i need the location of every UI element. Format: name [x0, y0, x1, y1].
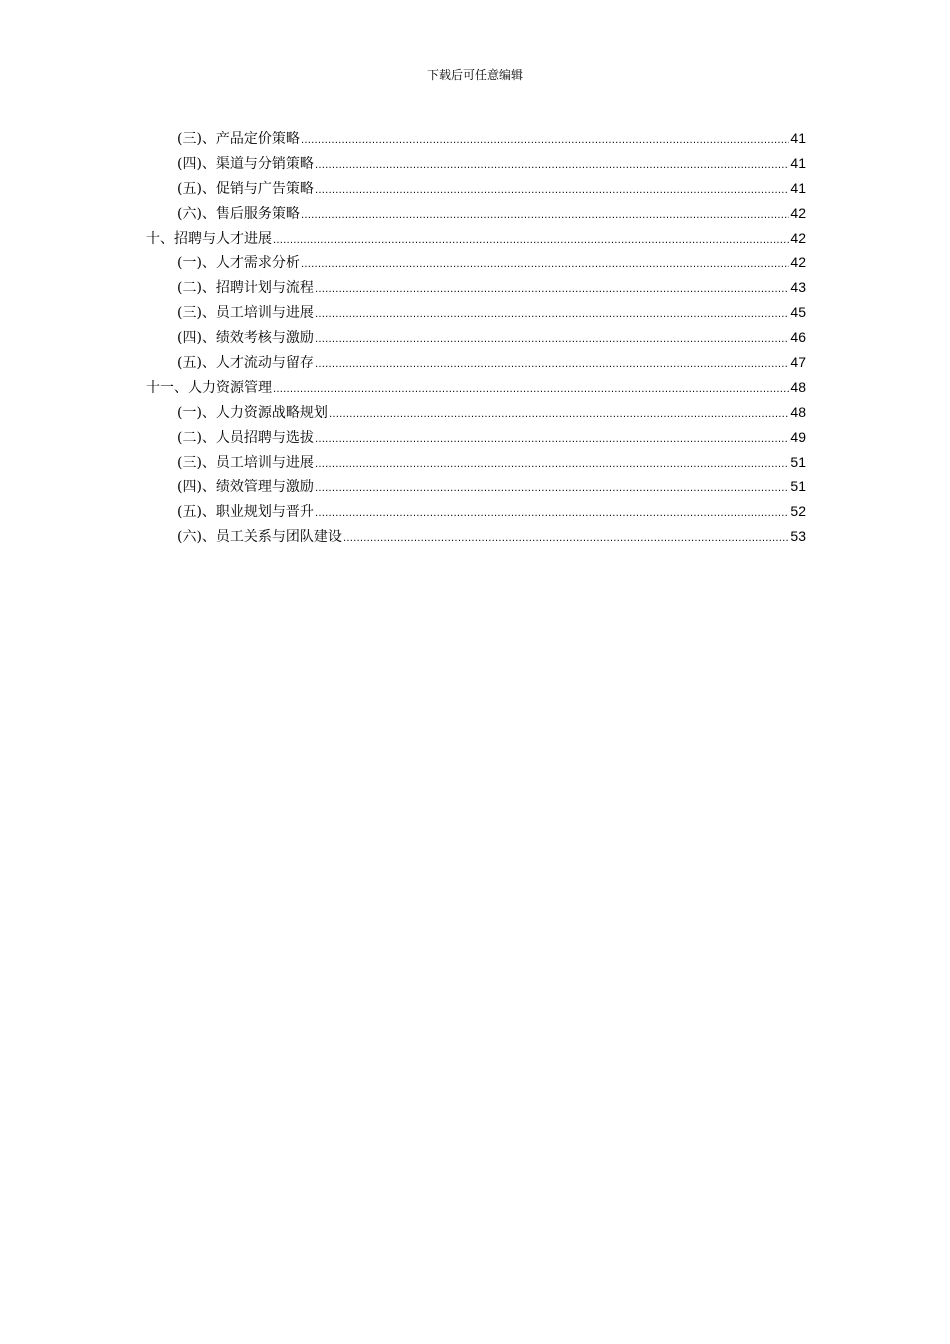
- toc-entry-label: (四)、绩效考核与激励: [177, 330, 314, 347]
- toc-entry[interactable]: [146, 450, 806, 475]
- toc-entry[interactable]: [146, 499, 806, 524]
- toc-page-number: 46: [790, 329, 806, 346]
- toc-entry-label: (三)、员工培训与进展: [177, 305, 314, 322]
- toc-dot-leader: [301, 129, 789, 154]
- toc-entry[interactable]: [146, 250, 806, 275]
- toc-page-number: 49: [790, 428, 806, 445]
- toc-page-number: 51: [790, 453, 806, 470]
- toc-entry[interactable]: [146, 201, 806, 226]
- toc-entry-label: (五)、人才流动与留存: [177, 355, 314, 372]
- toc-entry[interactable]: [146, 400, 806, 425]
- toc-entry[interactable]: [146, 126, 806, 151]
- toc-dot-leader: [315, 179, 789, 204]
- toc-entry-label: (一)、人才需求分析: [177, 255, 300, 272]
- toc-entry-label: 十一、人力资源管理: [146, 379, 272, 396]
- toc-entry-label: 十、招聘与人才进展: [146, 230, 272, 247]
- toc-entry-label: (六)、员工关系与团队建设: [177, 529, 342, 546]
- toc-page-number: 41: [790, 179, 806, 196]
- toc-dot-leader: [343, 527, 789, 552]
- toc-dot-leader: [315, 502, 789, 527]
- toc-entry-label: (五)、职业规划与晋升: [177, 504, 314, 521]
- toc-entry-label: (三)、员工培训与进展: [177, 454, 314, 471]
- toc-dot-leader: [315, 328, 789, 353]
- toc-dot-leader: [315, 453, 789, 478]
- toc-entry-label: (五)、促销与广告策略: [177, 180, 314, 197]
- toc-page-number: 42: [790, 204, 806, 221]
- toc-entry[interactable]: [146, 275, 806, 300]
- toc-entry[interactable]: [146, 350, 806, 375]
- toc-page-number: 48: [790, 403, 806, 420]
- toc-entry[interactable]: [146, 176, 806, 201]
- toc-dot-leader: [315, 303, 789, 328]
- toc-page-number: 48: [790, 378, 806, 395]
- toc-page-number: 42: [790, 254, 806, 271]
- toc-dot-leader: [301, 204, 789, 229]
- toc-page-number: 52: [790, 503, 806, 520]
- toc-entry-label: (二)、招聘计划与流程: [177, 280, 314, 297]
- toc-entry-label: (二)、人员招聘与选拔: [177, 429, 314, 446]
- toc-dot-leader: [315, 154, 789, 179]
- toc-entry[interactable]: [146, 300, 806, 325]
- toc-page-number: 53: [790, 528, 806, 545]
- toc-chapter-entry[interactable]: [146, 226, 806, 251]
- toc-dot-leader: [315, 353, 789, 378]
- toc-page-number: 42: [790, 229, 806, 246]
- toc-entry[interactable]: [146, 325, 806, 350]
- toc-entry-label: (一)、人力资源战略规划: [177, 404, 328, 421]
- toc-chapter-entry[interactable]: [146, 375, 806, 400]
- toc-entry-label: (四)、绩效管理与激励: [177, 479, 314, 496]
- toc-page-number: 43: [790, 279, 806, 296]
- toc-dot-leader: [315, 278, 789, 303]
- toc-dot-leader: [273, 229, 789, 254]
- toc-entry-label: (六)、售后服务策略: [177, 205, 300, 222]
- toc-dot-leader: [273, 378, 789, 403]
- page-header: 下载后可任意编辑: [426, 68, 523, 82]
- toc-page-number: 45: [790, 304, 806, 321]
- toc-page-number: 41: [790, 154, 806, 171]
- toc-dot-leader: [315, 428, 789, 453]
- toc-entry[interactable]: [146, 151, 806, 176]
- toc-entry[interactable]: [146, 524, 806, 549]
- toc-entry-label: (四)、渠道与分销策略: [177, 155, 314, 172]
- toc-dot-leader: [329, 403, 789, 428]
- table-of-contents: [146, 126, 806, 549]
- toc-dot-leader: [301, 253, 789, 278]
- toc-entry-label: (三)、产品定价策略: [177, 131, 300, 147]
- toc-page-number: 51: [790, 478, 806, 495]
- toc-page-number: 47: [790, 354, 806, 371]
- toc-page-number: 41: [790, 130, 806, 146]
- toc-entry[interactable]: [146, 474, 806, 499]
- toc-entry[interactable]: [146, 425, 806, 450]
- toc-dot-leader: [315, 477, 789, 502]
